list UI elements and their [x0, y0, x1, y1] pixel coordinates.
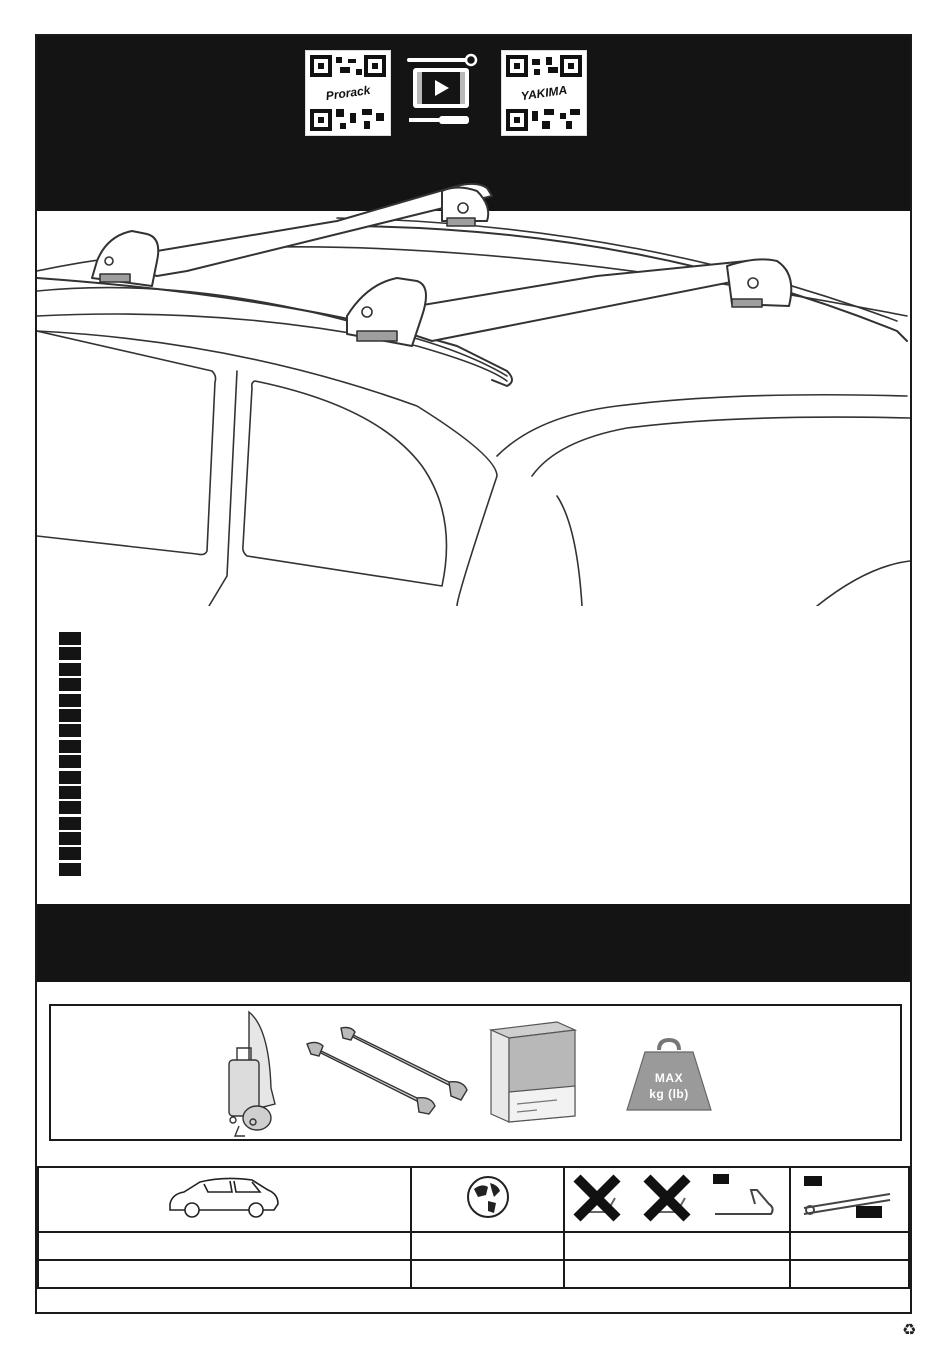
fitting-kit-box-icon: [487, 1020, 579, 1124]
table-cell: [38, 1260, 411, 1288]
globe-icon: [464, 1173, 512, 1221]
language-box: [59, 771, 81, 784]
not-compatible-x-icon: [577, 1178, 617, 1218]
table-cell: [790, 1232, 909, 1260]
bar-type-column-header: [790, 1167, 909, 1232]
language-box: [59, 724, 81, 737]
table-cell: [564, 1260, 790, 1288]
roof-type-column-header: [564, 1167, 790, 1232]
max-label: MAX: [654, 1071, 684, 1085]
vehicle-fit-table: [37, 1166, 910, 1289]
luggage-icon: [219, 1008, 285, 1140]
language-box: [59, 647, 81, 660]
language-box: [59, 786, 81, 799]
language-box: [59, 694, 81, 707]
qr-brand-label-yakima: YAKIMA: [507, 80, 581, 106]
language-box: [59, 817, 81, 830]
language-box: [59, 678, 81, 691]
weight-unit-label: kg (lb): [649, 1087, 689, 1101]
table-cell: [790, 1260, 909, 1288]
not-compatible-x-icon: [647, 1178, 687, 1218]
bar-type-icon: [800, 1172, 900, 1222]
video-tutorial-icon[interactable]: [403, 52, 479, 128]
language-box: [59, 755, 81, 768]
wrench-icon: [407, 55, 476, 65]
language-box: [59, 832, 81, 845]
table-row: [38, 1232, 909, 1260]
table-cell: [38, 1232, 411, 1260]
language-box: [59, 847, 81, 860]
fixpoint-roof-icon: [713, 1174, 773, 1214]
max-load-weight-icon: [625, 1038, 713, 1112]
table-cell: [411, 1260, 564, 1288]
language-box: [59, 740, 81, 753]
language-box: [59, 801, 81, 814]
vehicle-column-header: [38, 1167, 411, 1232]
language-box: [59, 863, 81, 876]
table-row: [38, 1260, 909, 1288]
crossbars-icon: [303, 1026, 473, 1116]
car-roof-crossbar-illustration: [37, 166, 910, 606]
qr-code-prorack[interactable]: [305, 50, 391, 136]
language-box: [59, 709, 81, 722]
qr-code-yakima[interactable]: [501, 50, 587, 136]
qr-brand-label-prorack: Prorack: [311, 80, 385, 106]
recycle-icon: ♻: [902, 1320, 917, 1339]
package-contents-panel: [49, 1004, 902, 1141]
roof-type-icons: [567, 1168, 787, 1226]
language-box: [59, 632, 81, 645]
table-cell: [564, 1232, 790, 1260]
table-header-row: [38, 1167, 909, 1232]
language-box: [59, 663, 81, 676]
region-column-header: [411, 1167, 564, 1232]
page-frame: [35, 34, 912, 1314]
car-icon: [164, 1172, 284, 1222]
screwdriver-icon: [409, 116, 469, 124]
language-code-list: [59, 632, 81, 878]
title-band: [37, 904, 910, 982]
table-cell: [411, 1232, 564, 1260]
